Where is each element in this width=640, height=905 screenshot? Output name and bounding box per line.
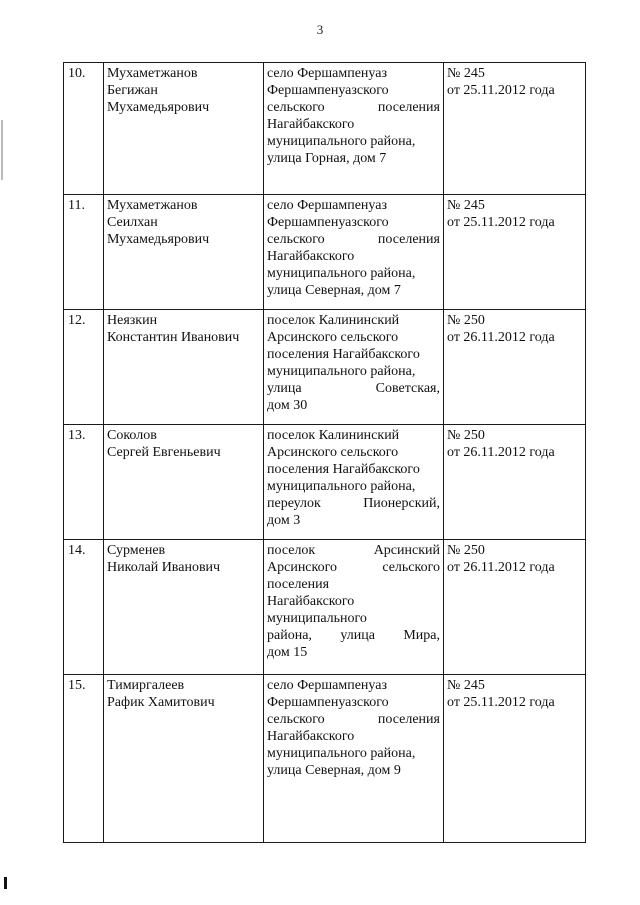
decision-cell (444, 425, 586, 540)
address-line (267, 99, 440, 116)
decision-cell (444, 310, 586, 425)
address-word: Пионерский, (363, 496, 440, 511)
address-word: сельского (267, 232, 325, 247)
address-cell (264, 675, 444, 843)
address-line: село Фершампенуаз (267, 66, 387, 81)
decision-number: № 245 (447, 198, 485, 213)
decision-number: № 245 (447, 66, 485, 81)
person-name-line: Рафик Хамитович (107, 695, 215, 710)
table-row (64, 63, 586, 195)
decision-cell (444, 195, 586, 310)
address-line: Нагайбакского (267, 117, 355, 132)
person-name-line: Мухамедьярович (107, 100, 210, 115)
address-line: муниципального района, (267, 266, 416, 281)
person-name-line: Константин Иванович (107, 330, 240, 345)
address-line: поселения Нагайбакского (267, 347, 420, 362)
address-line: улица Северная, дом 7 (267, 283, 401, 298)
address-line (267, 711, 440, 728)
address-cell (264, 310, 444, 425)
address-line: поселок Калининский (267, 428, 400, 443)
address-line (267, 380, 440, 397)
scan-artifact-mark (4, 877, 7, 889)
address-line (267, 231, 440, 248)
decision-date: от 25.11.2012 года (447, 695, 555, 710)
person-name-cell (104, 195, 264, 310)
address-cell (264, 540, 444, 675)
person-name-line: Мухамедьярович (107, 232, 210, 247)
address-line: Нагайбакского (267, 729, 355, 744)
person-name-line: Мухаметжанов (107, 66, 198, 81)
address-line: поселения Нагайбакского (267, 462, 420, 477)
address-line: село Фершампенуаз (267, 678, 387, 693)
address-word: улица (267, 381, 302, 396)
address-word: района, (267, 628, 312, 643)
address-line (267, 559, 440, 576)
address-line: село Фершампенуаз (267, 198, 387, 213)
address-line: Фершампенуазского (267, 83, 389, 98)
address-line: Нагайбакского (267, 594, 355, 609)
address-line: Арсинского сельского (267, 330, 399, 345)
address-cell (264, 195, 444, 310)
records-table (63, 62, 586, 843)
address-word: улица (340, 628, 375, 643)
address-word: Арсинского (267, 560, 338, 575)
address-line: Фершампенуазского (267, 695, 389, 710)
address-line (267, 542, 440, 559)
address-word: Советская, (375, 381, 440, 396)
person-name-line: Сеилхан (107, 215, 158, 230)
address-word: поселения (377, 100, 440, 115)
row-number: 14. (64, 540, 104, 675)
address-line: дом 30 (267, 398, 308, 413)
table-row (64, 540, 586, 675)
decision-cell (444, 675, 586, 843)
address-line: улица Северная, дом 9 (267, 763, 401, 778)
scan-edge-mark (1, 120, 3, 180)
person-name-cell (104, 63, 264, 195)
person-name-line: Сергей Евгеньевич (107, 445, 221, 460)
address-line: муниципального (267, 611, 367, 626)
address-word: Мира, (403, 628, 440, 643)
decision-date: от 26.11.2012 года (447, 330, 555, 345)
address-line: муниципального района, (267, 746, 416, 761)
person-name-line: Неязкин (107, 313, 158, 328)
address-line: Арсинского сельского (267, 445, 399, 460)
address-word: переулок (267, 496, 321, 511)
address-cell (264, 63, 444, 195)
page-number: 3 (316, 22, 324, 37)
address-line: Фершампенуазского (267, 215, 389, 230)
table-row (64, 195, 586, 310)
decision-number: № 245 (447, 678, 485, 693)
address-word: сельского (267, 100, 325, 115)
person-name-line: Соколов (107, 428, 157, 443)
person-name-line: Мухаметжанов (107, 198, 198, 213)
address-cell (264, 425, 444, 540)
decision-date: от 25.11.2012 года (447, 215, 555, 230)
row-number: 15. (64, 675, 104, 843)
person-name-cell (104, 540, 264, 675)
address-line: дом 3 (267, 513, 301, 528)
address-word: поселения (377, 712, 440, 727)
row-number: 13. (64, 425, 104, 540)
address-line: поселения (267, 577, 330, 592)
person-name-line: Тимиргалеев (107, 678, 185, 693)
address-line: поселок Калининский (267, 313, 400, 328)
address-line: муниципального района, (267, 364, 416, 379)
address-line (267, 495, 440, 512)
address-line: Нагайбакского (267, 249, 355, 264)
person-name-cell (104, 310, 264, 425)
address-line: муниципального района, (267, 134, 416, 149)
address-line: дом 15 (267, 645, 308, 660)
address-line (267, 627, 440, 644)
table-row (64, 310, 586, 425)
records-table-body (64, 63, 586, 843)
decision-date: от 25.11.2012 года (447, 83, 555, 98)
row-number: 10. (64, 63, 104, 195)
decision-cell (444, 63, 586, 195)
row-number: 11. (64, 195, 104, 310)
person-name-line: Бегижан (107, 83, 158, 98)
decision-number: № 250 (447, 313, 485, 328)
person-name-cell (104, 675, 264, 843)
person-name-cell (104, 425, 264, 540)
address-word: Арсинский (373, 543, 440, 558)
decision-cell (444, 540, 586, 675)
row-number: 12. (64, 310, 104, 425)
person-name-line: Сурменев (107, 543, 166, 558)
address-line: муниципального района, (267, 479, 416, 494)
address-word: поселения (377, 232, 440, 247)
address-word: сельского (267, 712, 325, 727)
address-word: сельского (382, 560, 440, 575)
person-name-line: Николай Иванович (107, 560, 221, 575)
decision-date: от 26.11.2012 года (447, 560, 555, 575)
address-line: улица Горная, дом 7 (267, 151, 387, 166)
address-word: поселок (267, 543, 316, 558)
decision-number: № 250 (447, 428, 485, 443)
table-row (64, 675, 586, 843)
decision-date: от 26.11.2012 года (447, 445, 555, 460)
decision-number: № 250 (447, 543, 485, 558)
table-row (64, 425, 586, 540)
